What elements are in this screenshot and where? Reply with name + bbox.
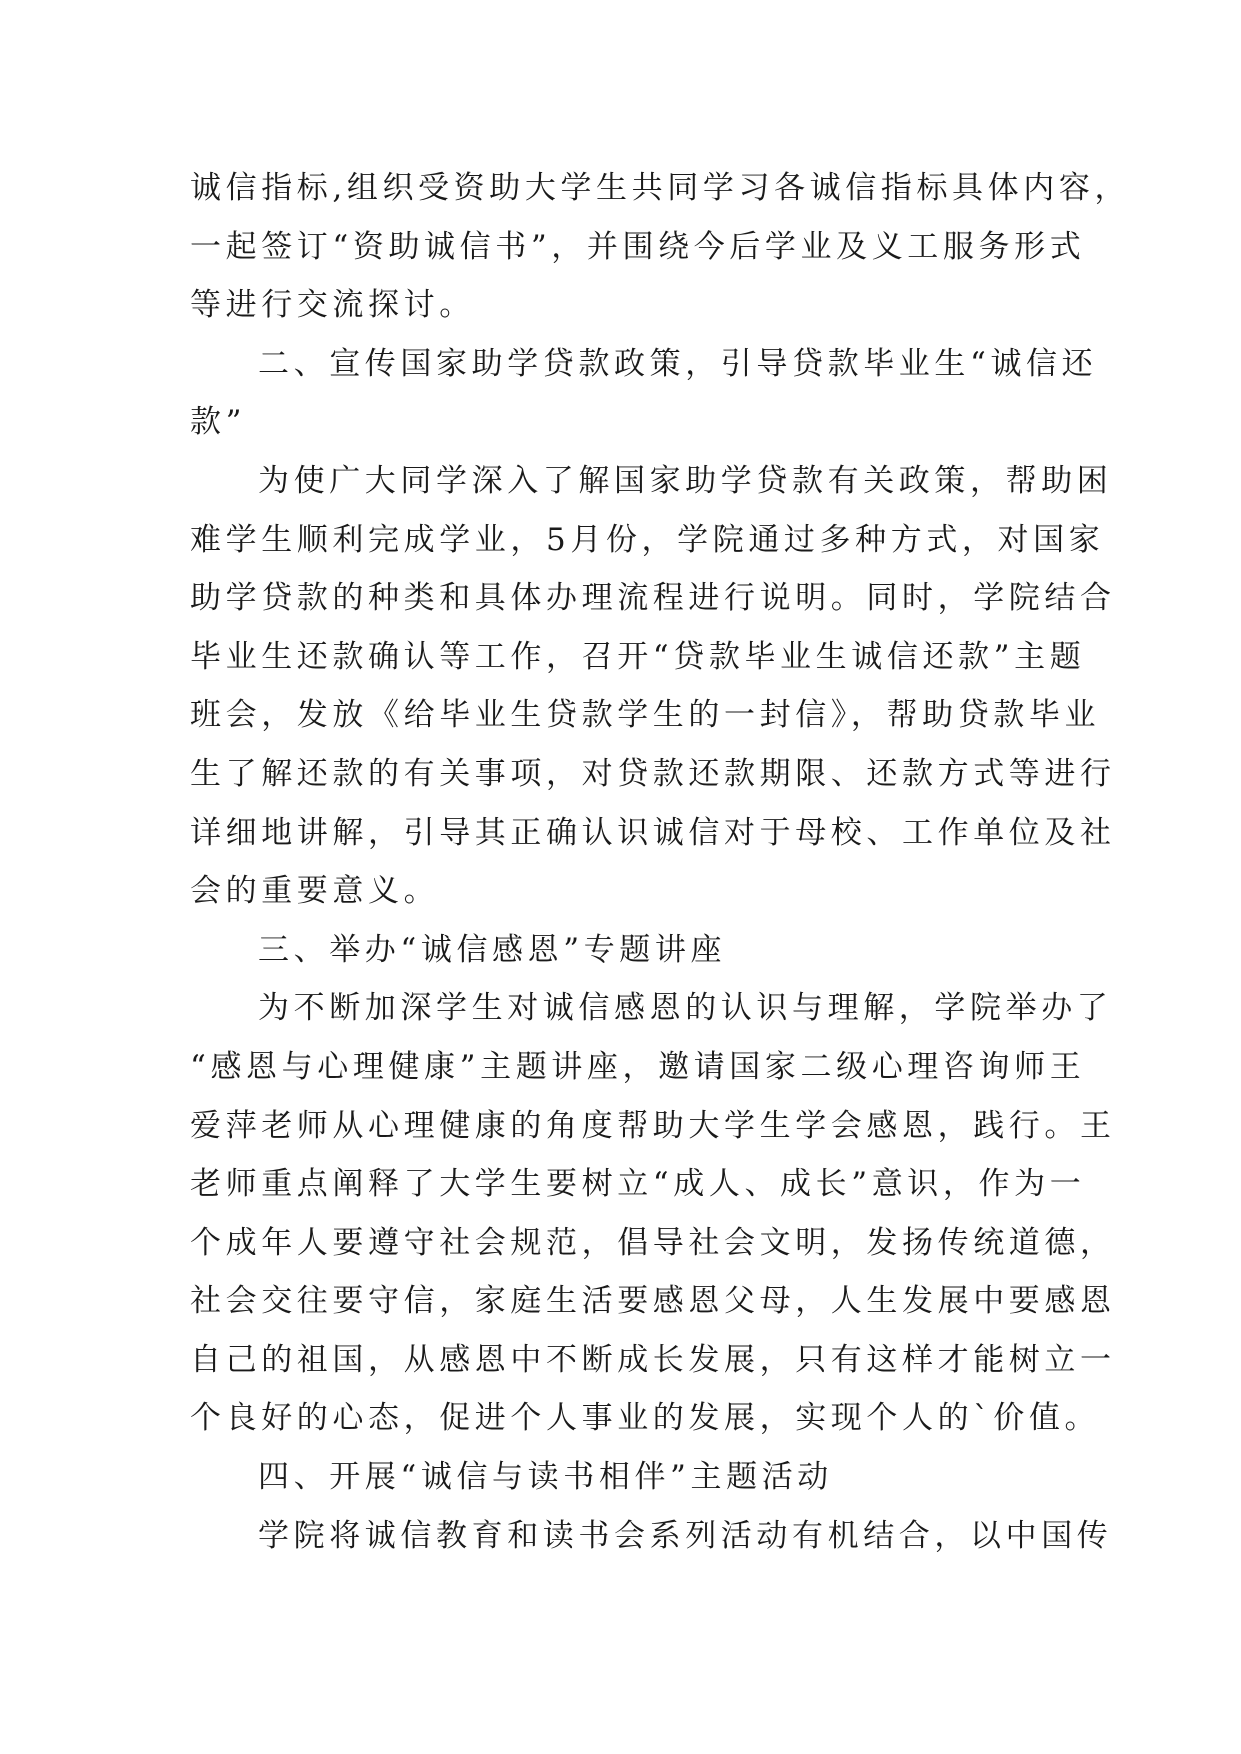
text-line: 爱萍老师从心理健康的角度帮助大学生学会感恩，践行。王 [190,1107,1116,1144]
text-line: 社会交往要守信，家庭生活要感恩父母，人生发展中要感恩 [190,1283,1116,1320]
paragraph-start: 为不断加深学生对诚信感恩的认识与理解，学院举办了 [258,990,1113,1027]
text-line: 会的重要意义。 [190,873,440,910]
text-line: 等进行交流探讨。 [190,287,475,324]
text-line: 个良好的心态，促进个人事业的发展，实现个人的`价值。 [190,1400,1101,1437]
text-line: 老师重点阐释了大学生要树立“成人、成长”意识，作为一 [190,1166,1086,1203]
paragraph-start: 为使广大同学深入了解国家助学贷款有关政策，帮助困 [258,462,1113,499]
text-line: 个成年人要遵守社会规范，倡导社会文明，发扬传统道德， [190,1224,1116,1261]
text-line: 自己的祖国，从感恩中不断成长发展，只有这样才能树立一 [190,1341,1116,1378]
text-line: 班会，发放《给毕业生贷款学生的一封信》，帮助贷款毕业 [190,697,1101,734]
text-line: 一起签订“资助诚信书”，并围绕今后学业及义工服务形式 [190,228,1086,265]
text-line: 详细地讲解，引导其正确认识诚信对于母校、工作单位及社 [190,814,1116,851]
paragraph-start: 学院将诚信教育和读书会系列活动有机结合，以中国传 [258,1517,1113,1554]
section-heading-4: 四、开展“诚信与读书相伴”主题活动 [258,1459,833,1496]
document-body [190,159,1131,1565]
section-heading-3: 三、举办“诚信感恩”专题讲座 [258,931,727,968]
text-line: 诚信指标,组织受资助大学生共同学习各诚信指标具体内容， [190,170,1131,206]
text-line: 毕业生还款确认等工作，召开“贷款毕业生诚信还款”主题 [190,638,1086,675]
text-line: 难学生顺利完成学业，5月份，学院通过多种方式，对国家 [190,521,1105,558]
section-heading-2: 二、宣传国家助学贷款政策，引导贷款毕业生“诚信还 [258,345,1098,382]
text-line: 生了解还款的有关事项，对贷款还款期限、还款方式等进行 [190,755,1116,792]
text-line: 助学贷款的种类和具体办理流程进行说明。同时，学院结合 [190,580,1116,617]
section-heading-2-cont: 款” [190,404,247,441]
text-line: “感恩与心理健康”主题讲座，邀请国家二级心理咨询师王 [190,1048,1086,1085]
